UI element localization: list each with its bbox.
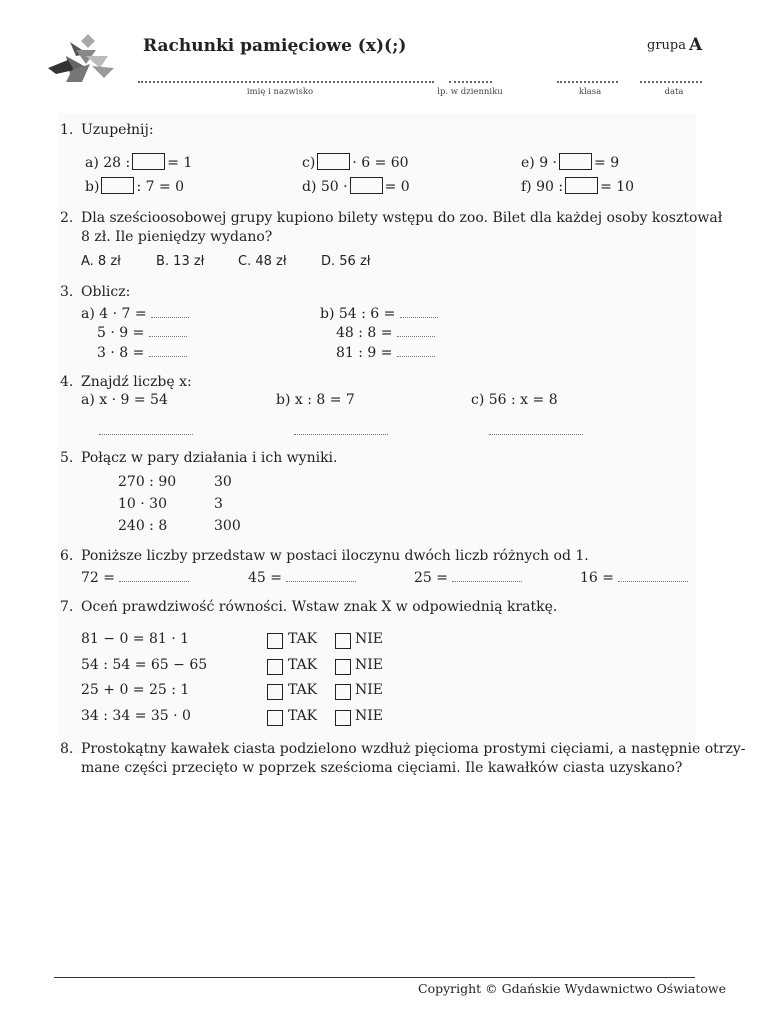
answer-blank[interactable] [149,326,187,337]
q1a-answer-box[interactable] [132,153,165,170]
answer-blank[interactable] [618,571,688,582]
class-field[interactable] [557,75,618,83]
q4b-answer-line[interactable] [294,424,388,435]
q4c-answer-line[interactable] [489,424,583,435]
register-number-field[interactable] [449,75,492,83]
nie-label: NIE [355,682,383,698]
q3-left-row: 3 · 8 = [97,345,187,361]
q4-item-b: b) x : 8 = 7 [276,392,355,408]
answer-blank[interactable] [400,307,438,318]
q1b-answer-box[interactable] [101,177,134,194]
group-letter: A [689,35,703,55]
q7-prompt: Oceń prawdziwość równości. Wstaw znak X w odpowiednią kratkę. [81,599,558,615]
q4-item-a: a) x · 9 = 54 [81,392,168,408]
q6-prompt: Poniższe liczby przedstaw w postaci iloczynu dwóch liczb różnych od 1. [81,548,589,564]
tak-checkbox[interactable] [267,633,283,649]
tak-checkbox[interactable] [267,710,283,726]
q2-line-1: Dla sześcioosobowej grupy kupiono bilety wstępu do zoo. Bilet dla każdej osoby kosztował [81,210,723,226]
q4-item-c: c) 56 : x = 8 [471,392,558,408]
q5-prompt: Połącz w pary działania i ich wyniki. [81,450,338,466]
q8-number: 8. [60,741,74,757]
worksheet-title: Rachunki pamięciowe (x)(;) [143,36,407,56]
q1-prompt: Uzupełnij: [81,122,154,138]
answer-blank[interactable] [452,571,522,582]
q3-number: 3. [60,284,74,300]
date-caption: data [664,87,684,97]
q3-right-row: b) 54 : 6 = [320,306,438,322]
answer-blank[interactable] [151,307,189,318]
q3-right-row: 81 : 9 = [336,345,435,361]
q7-equation: 54 : 54 = 65 − 65 [81,657,208,673]
q1-number: 1. [60,122,74,138]
tak-label: TAK [288,708,318,724]
q5-operation[interactable]: 240 : 8 [118,518,168,534]
q2-option-c[interactable]: C. 48 zł [238,254,287,269]
q3-left-row: a) 4 · 7 = [81,306,189,322]
q2-option-b[interactable]: B. 13 zł [156,254,205,269]
nie-label: NIE [355,657,383,673]
q8-line-1: Prostokątny kawałek ciasta podzielono wzdłuż pięcioma prostymi cięciami, a następnie otrzy- [81,741,746,757]
q5-result[interactable]: 30 [214,474,232,490]
q3-left-row: 5 · 9 = [97,325,187,341]
class-caption: klasa [578,87,602,97]
q7-equation: 34 : 34 = 35 · 0 [81,708,191,724]
q6-item: 25 = [414,570,522,586]
q2-number: 2. [60,210,74,226]
q6-item: 45 = [248,570,356,586]
q6-item: 72 = [81,570,189,586]
name-field[interactable] [138,75,434,83]
nie-checkbox[interactable] [335,659,351,675]
q6-number: 6. [60,548,74,564]
q2-line-2: 8 zł. Ile pieniędzy wydano? [81,229,273,245]
group-label: grupa [647,38,686,53]
answer-blank[interactable] [119,571,189,582]
q7-equation: 25 + 0 = 25 : 1 [81,682,190,698]
footer-rule [54,977,695,978]
q1d-answer-box[interactable] [350,177,383,194]
nie-label: NIE [355,708,383,724]
copyright-text: Copyright © Gdańskie Wydawnictwo Oświatowe [418,981,727,996]
tak-label: TAK [288,682,318,698]
q2-option-a[interactable]: A. 8 zł [81,254,121,269]
tak-checkbox[interactable] [267,659,283,675]
q2-option-d[interactable]: D. 56 zł [321,254,371,269]
q4-number: 4. [60,374,74,390]
q5-operation[interactable]: 10 · 30 [118,496,167,512]
answer-blank[interactable] [149,346,187,357]
nie-checkbox[interactable] [335,710,351,726]
tak-label: TAK [288,631,318,647]
answer-blank[interactable] [286,571,356,582]
q7-equation: 81 − 0 = 81 · 1 [81,631,190,647]
q4a-answer-line[interactable] [99,424,193,435]
q1-item-b: b) : 7 = 0 [85,179,185,195]
q8-line-2: mane części przecięto w poprzek sześcioma cięciami. Ile kawałków ciasta uzyskano? [81,760,683,776]
q5-operation[interactable]: 270 : 90 [118,474,177,490]
name-caption: imię i nazwisko [246,87,314,97]
date-field[interactable] [640,75,702,83]
nie-checkbox[interactable] [335,684,351,700]
q3-prompt: Oblicz: [81,284,131,300]
q4-prompt: Znajdź liczbę x: [81,374,192,390]
q6-item: 16 = [580,570,688,586]
q1-item-a: a) 28 : = 1 [85,155,193,171]
q1-item-f: f) 90 : = 10 [521,179,635,195]
q1e-answer-box[interactable] [559,153,592,170]
q1-item-c: c) · 6 = 60 [302,155,409,171]
q1-item-e: e) 9 · = 9 [521,155,620,171]
q5-result[interactable]: 3 [214,496,223,512]
q1-item-d: d) 50 · = 0 [302,179,410,195]
q1c-answer-box[interactable] [317,153,350,170]
tangram-logo [48,34,114,86]
q3-right-row: 48 : 8 = [336,325,435,341]
register-caption: lp. w dzienniku [437,87,503,97]
q1f-answer-box[interactable] [565,177,598,194]
q5-result[interactable]: 300 [214,518,241,534]
nie-label: NIE [355,631,383,647]
q5-number: 5. [60,450,74,466]
q7-number: 7. [60,599,74,615]
nie-checkbox[interactable] [335,633,351,649]
tak-checkbox[interactable] [267,684,283,700]
tak-label: TAK [288,657,318,673]
answer-blank[interactable] [397,346,435,357]
answer-blank[interactable] [397,326,435,337]
